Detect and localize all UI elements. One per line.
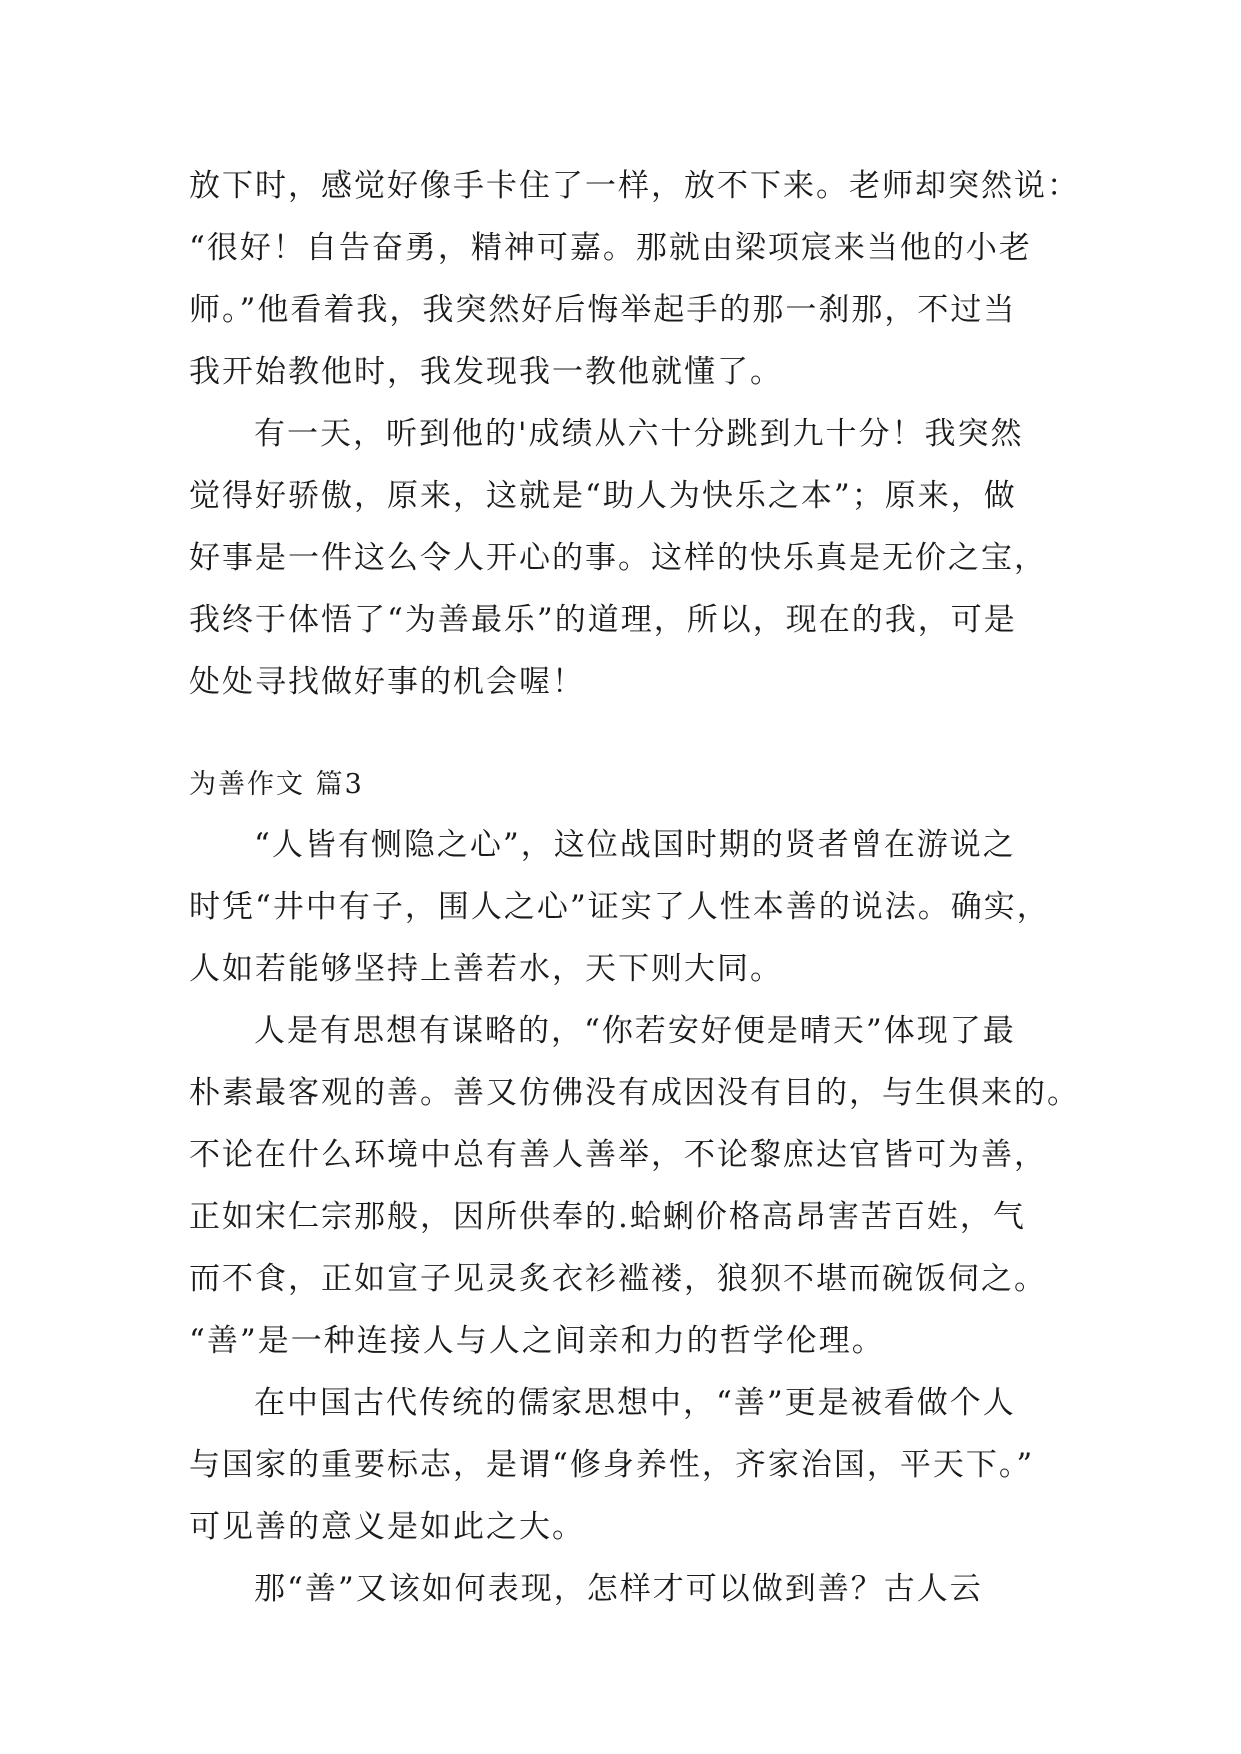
text-line: 在中国古代传统的儒家思想中，“善”更是被看做个人 [254,1385,1016,1421]
text-line: 而不食，正如宣子见灵炙衣衫褴褛，狼狈不堪而碗饭伺之。 [189,1261,1047,1297]
text-line: 好事是一件这么令人开心的事。这样的快乐真是无价之宝， [189,540,1047,576]
text-line: 正如宋仁宗那般，因所供奉的.蛤蜊价格高昂害苦百姓，气 [189,1199,1026,1235]
text-line: 可见善的意义是如此之大。 [189,1509,585,1545]
text-line: 放下时，感觉好像手卡住了一样，放不下来。老师却突然说： [189,168,1080,204]
text-line: “很好！自告奋勇，精神可嘉。那就由梁项宸来当他的小老 [189,230,1032,266]
text-line: 人是有思想有谋略的，“你若安好便是晴天”体现了最 [254,1013,1016,1049]
text-line: 朴素最客观的善。善又仿佛没有成因没有目的，与生俱来的。 [189,1075,1080,1111]
text-line: 处处寻找做好事的机会喔！ [189,664,585,700]
text-line: 与国家的重要标志，是谓“修身养性，齐家治国，平天下。” [189,1447,1035,1483]
section-heading: 为善作文 篇3 [189,769,364,800]
text-line: 那“善”又该如何表现，怎样才可以做到善？古人云 [254,1571,983,1607]
text-line: “人皆有恻隐之心”，这位战国时期的贤者曾在游说之 [254,827,1016,863]
text-line: 我开始教他时，我发现我一教他就懂了。 [189,354,783,390]
text-line: 觉得好骄傲，原来，这就是“助人为快乐之本”；原来，做 [189,478,1017,514]
text-line: 师。”他看着我，我突然好后悔举起手的那一刹那，不过当 [189,292,1017,328]
text-line: 有一天，听到他的'成绩从六十分跳到九十分！我突然 [254,416,1024,452]
text-line: 不论在什么环境中总有善人善举，不论黎庶达官皆可为善， [189,1137,1047,1173]
text-line: 我终于体悟了“为善最乐”的道理，所以，现在的我，可是 [189,602,1017,638]
text-line: 人如若能够坚持上善若水，天下则大同。 [189,951,783,987]
text-line: “善”是一种连接人与人之间亲和力的哲学伦理。 [189,1323,885,1359]
text-line: 时凭“井中有子，围人之心”证实了人性本善的说法。确实， [189,889,1050,925]
